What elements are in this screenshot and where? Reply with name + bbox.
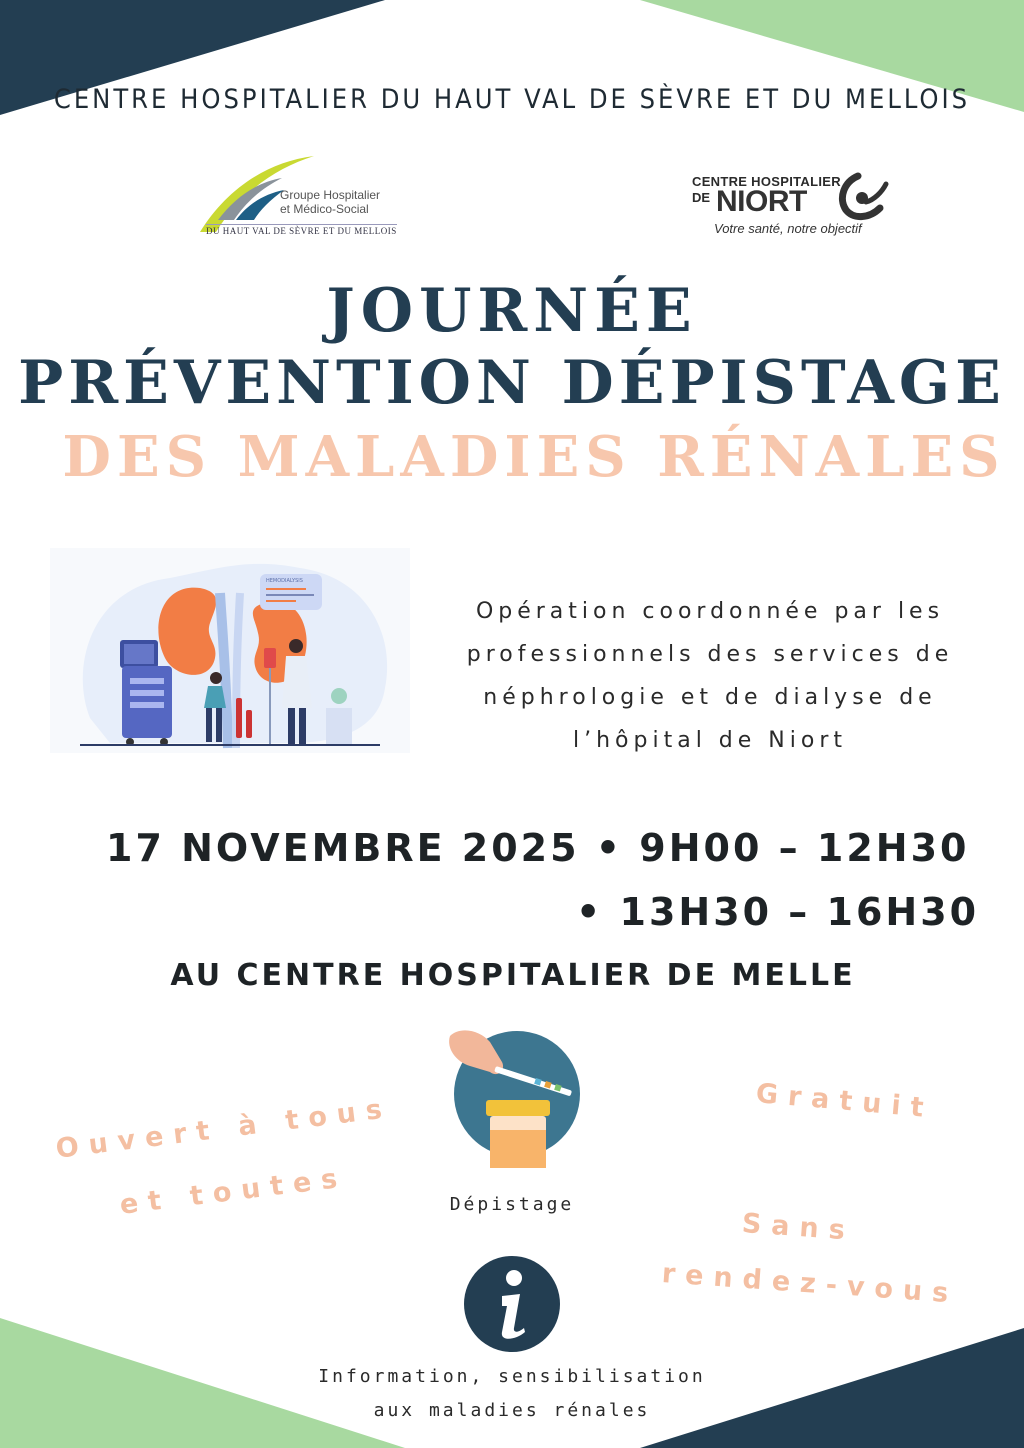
ouvert-line2: et toutes — [118, 1162, 349, 1221]
urine-test-icon — [440, 1022, 590, 1172]
sans-line2: rendez-vous — [660, 1258, 960, 1310]
info-line1: Information, sensibilisation — [318, 1366, 706, 1387]
title-line3: DES MALADIES RÉNALES — [62, 424, 1006, 490]
niort-line2: DE — [692, 190, 711, 205]
info-label — [262, 1360, 762, 1428]
operation-text — [440, 590, 980, 762]
ghms-logo — [196, 150, 397, 242]
ghms-line1: Groupe Hospitalier — [280, 188, 381, 202]
organization-header: CENTRE HOSPITALIER DU HAUT VAL DE SÈVRE ET DU MELLOIS — [53, 84, 971, 115]
niort-emblem-icon — [836, 172, 890, 222]
info-icon — [462, 1254, 562, 1354]
event-location: AU CENTRE HOSPITALIER DE MELLE — [170, 958, 856, 993]
depistage-label: Dépistage — [449, 1194, 575, 1215]
ghms-line2: et Médico-Social — [280, 202, 369, 216]
kidney-illustration — [50, 548, 410, 753]
operation-line1: Opération coordonnée par les — [475, 599, 945, 624]
event-date-time-1: 17 NOVEMBRE 2025 • 9H00 – 12H30 — [106, 826, 970, 870]
niort-name: NIORT — [716, 185, 807, 218]
ghms-line3: DU HAUT VAL DE SÈVRE ET DU MELLOIS — [206, 226, 397, 236]
illustration-screen-label: HEMODIALYSIS — [266, 578, 303, 584]
info-line2: aux maladies rénales — [373, 1400, 651, 1421]
event-date-time-2: • 13H30 – 16H30 — [576, 890, 980, 934]
title-line1: JOURNÉE — [326, 276, 698, 346]
operation-line3: néphrologie et de dialyse de — [483, 685, 937, 710]
ouvert-line1: Ouvert à tous — [54, 1092, 394, 1165]
operation-line2: professionnels des services de — [466, 642, 954, 667]
niort-line1: CENTRE HOSPITALIER — [692, 174, 841, 189]
operation-line4: l’hôpital de Niort — [573, 728, 847, 753]
gratuit-label: Gratuit — [754, 1078, 935, 1125]
sans-line1: Sans — [740, 1208, 856, 1247]
title-line2: PRÉVENTION DÉPISTAGE — [18, 348, 1006, 418]
niort-tagline: Votre santé, notre objectif — [714, 221, 862, 236]
niort-logo — [690, 172, 900, 242]
